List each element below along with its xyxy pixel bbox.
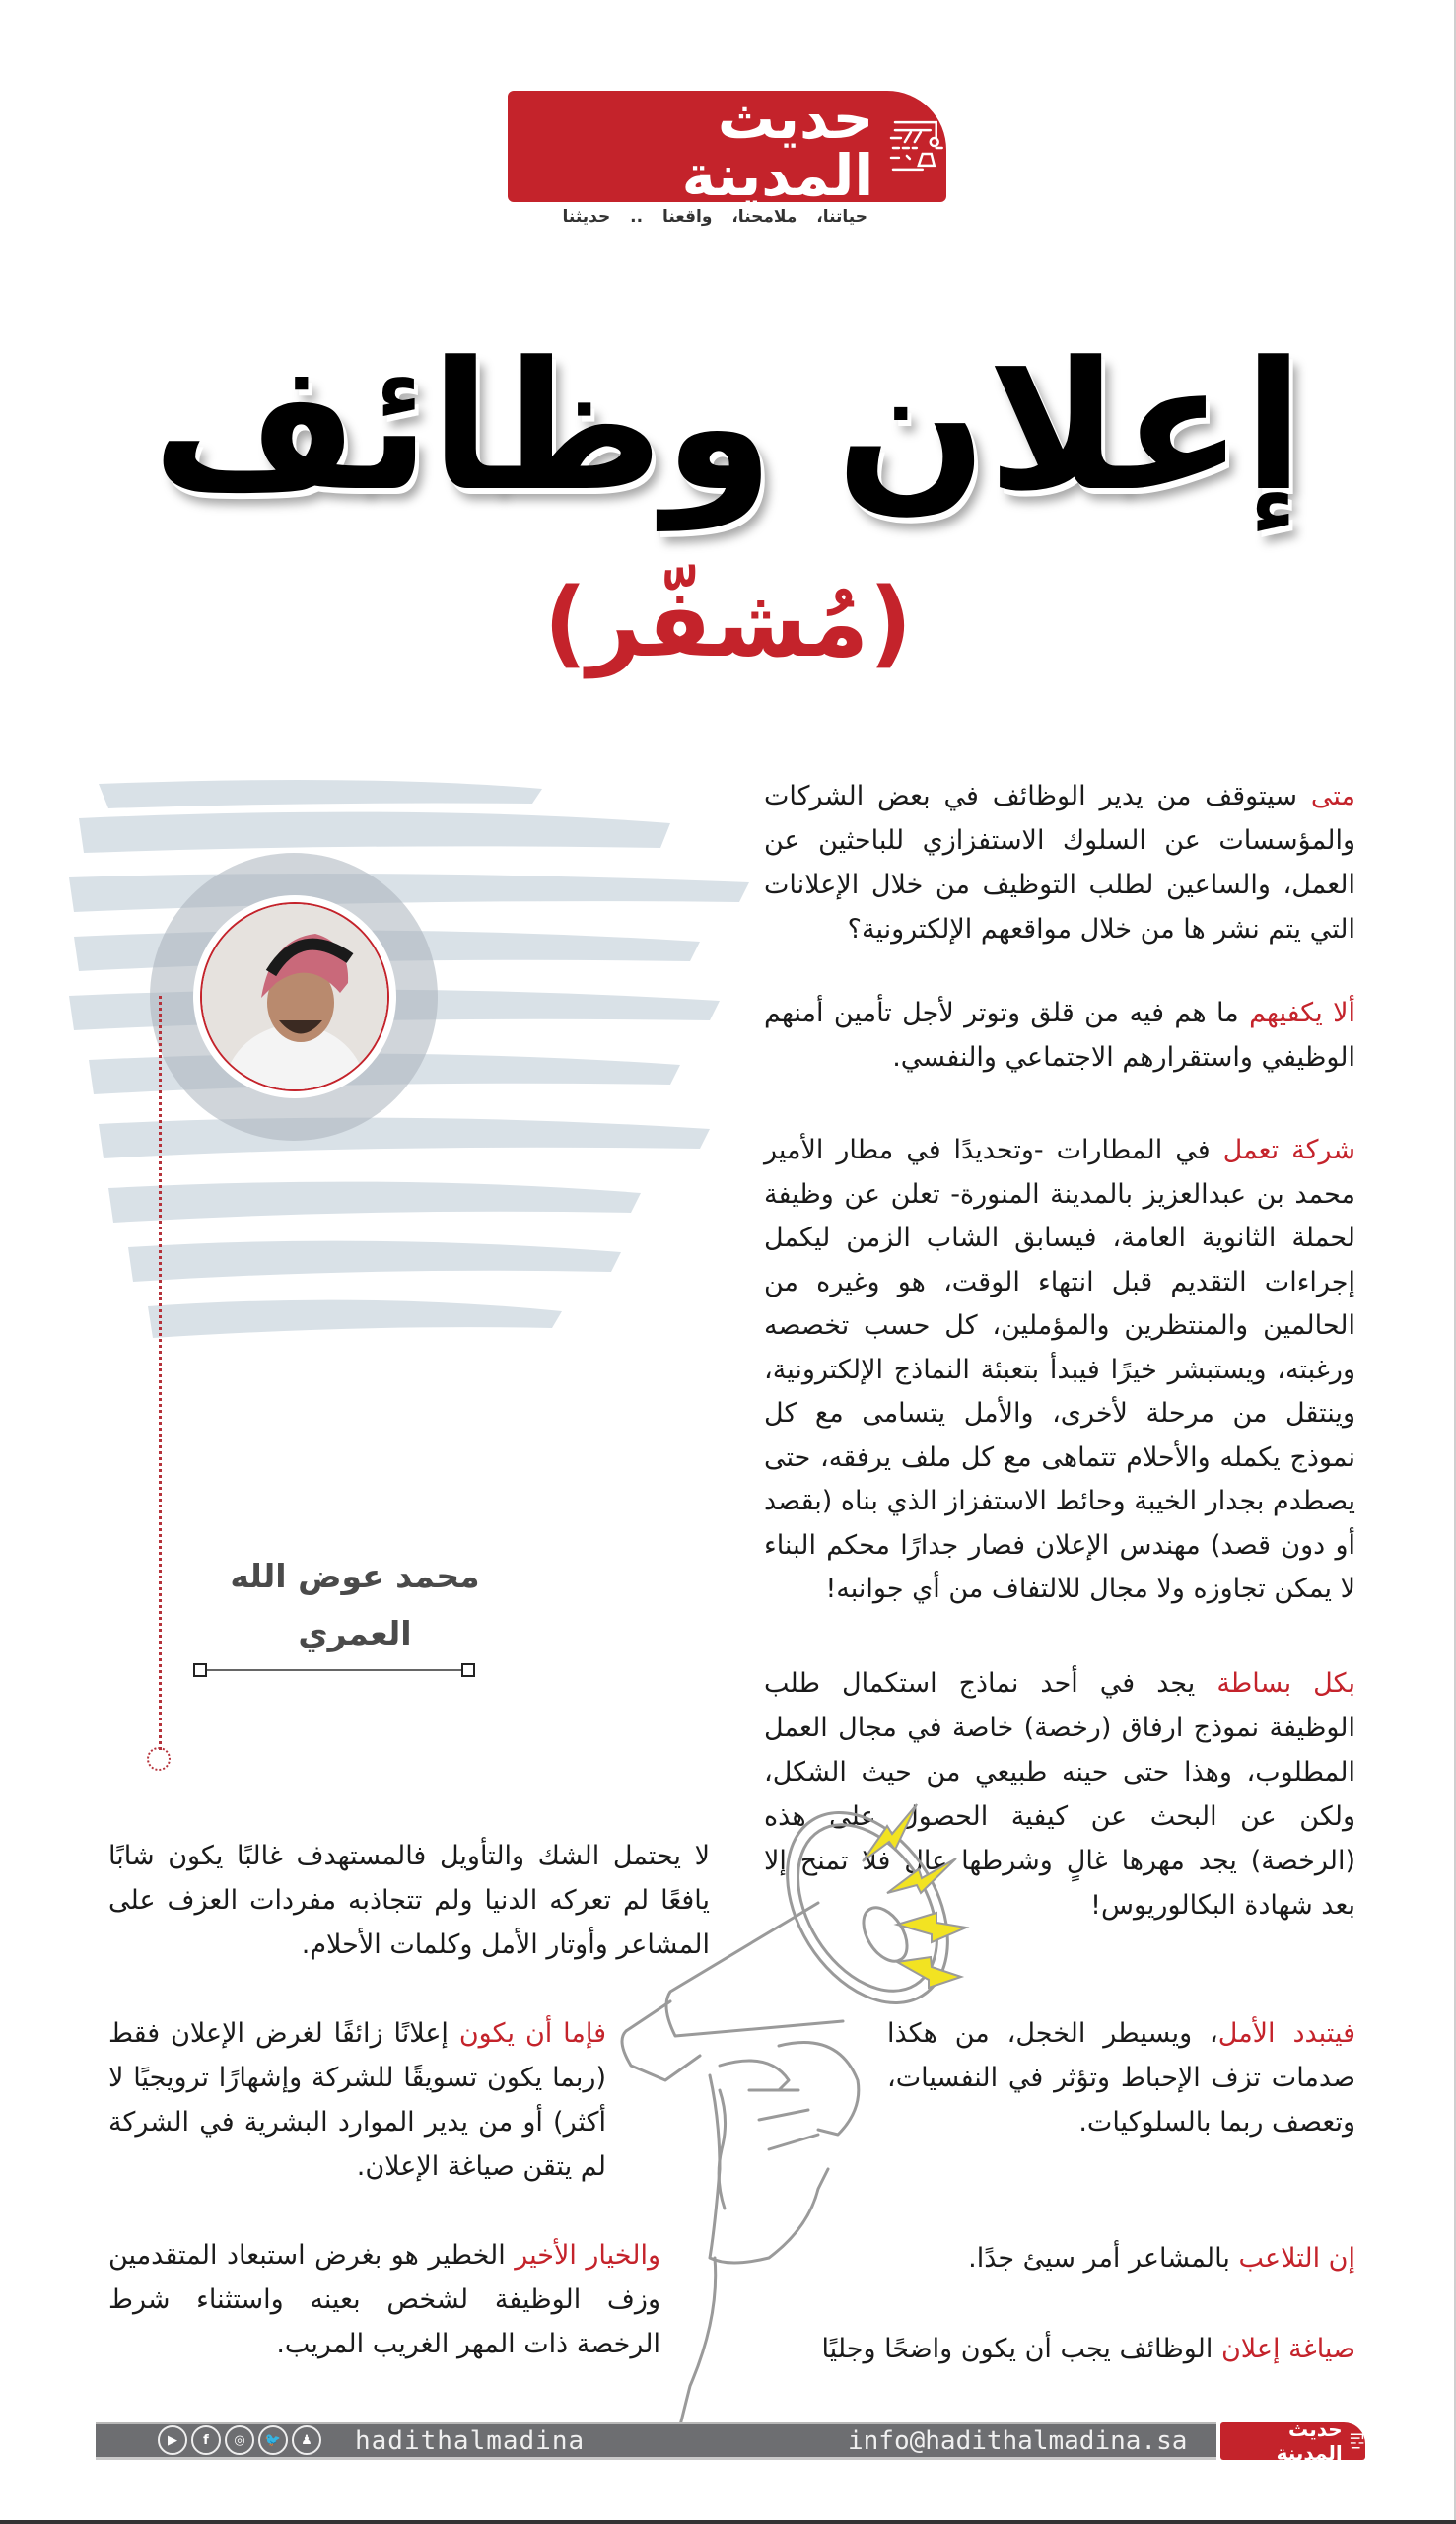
circuit-icon [1349, 2431, 1365, 2451]
paragraph-lead: متى [1310, 781, 1355, 811]
author-separator [197, 1669, 465, 1671]
dotted-connector-line [159, 996, 162, 1750]
paragraph-text: سيتوقف من يدير الوظائف في بعض الشركات والمؤسسات عن السلوك الاستفزازي للباحثين عن العمل، والساعين لطلب التوظيف من خلال الإعلانات التي يتم نشر ها من خلال مواقعهم الإلكترونية؟ [764, 781, 1355, 945]
paragraph-text: الوظائف يجب أن يكون واضحًا وجليًا [821, 2334, 1221, 2364]
footer-logo-text: حديث المدينة [1276, 2418, 1343, 2465]
separator-handle-right [461, 1663, 475, 1677]
snapchat-icon[interactable]: ♟ [292, 2425, 321, 2455]
author-name-line1: محمد عوض الله [230, 1557, 480, 1595]
paragraph-1 [764, 774, 1355, 951]
page-title: إعلان وظائف [152, 324, 1304, 530]
social-links [158, 2425, 321, 2457]
paragraph-text: لا يحتمل الشك والتأويل فالمستهدف غالبًا يكون شابًا يافعًا لم تعركه الدنيا ولم تتجاذبه مفردات العزف على المشاعر وأوتار الأمل وكلمات الأحلام. [108, 1841, 710, 1960]
author-name [177, 1548, 532, 1662]
paragraph-lead: فإما أن يكون [458, 2018, 606, 2049]
footer-logo [1220, 2418, 1365, 2465]
bottom-edge [0, 2520, 1456, 2524]
paragraph-9 [108, 2011, 606, 2189]
paragraph-3 [764, 1129, 1355, 1612]
person-icon [202, 904, 387, 1089]
page-subtitle: (مُشفّر) [543, 568, 913, 678]
twitter-icon[interactable]: 🐦 [258, 2425, 288, 2455]
author-photo [202, 904, 387, 1089]
paragraph-lead: فيتبدد الأمل [1217, 2018, 1356, 2049]
paragraph-text: ، ويسيطر الخجل، من هكذا صدمات تزف الإحباط وتؤثر في النفسيات، وتعصف ربما بالسلوكيات. [887, 2018, 1355, 2138]
separator-handle-left [193, 1663, 207, 1677]
email-link[interactable]: info@hadithalmadina.sa [848, 2426, 1188, 2456]
author-name-line2: العمري [298, 1614, 412, 1652]
paragraph-lead: ألا يكفيهم [1249, 998, 1355, 1028]
paragraph-text: بالمشاعر أمر سيئ جدًا. [968, 2243, 1239, 2274]
circuit-icon [887, 116, 946, 177]
dotted-connector-end [147, 1747, 171, 1771]
paragraph-text: إعلانًا زائفًا لغرض الإعلان فقط (ربما يكون تسويقًا للشركة وإشهارًا ترويجيًا لا أكثر) أو من يدير الموارد البشرية في الشركة لم يتقن صياغة الإعلان. [108, 2018, 606, 2182]
paragraph-text: ما هم فيه من قلق وتوتر لأجل تأمين أمنهم الوظيفي واستقرارهم الاجتماعي والنفسي. [764, 998, 1355, 1073]
tagline: حياتنا، ملامحنا، واقعنا .. حديثنا [562, 207, 867, 227]
paragraph-lead: صياغة إعلان [1220, 2334, 1355, 2364]
logo-text: حديث المدينة [681, 84, 874, 209]
facebook-icon[interactable]: f [191, 2425, 221, 2455]
paragraph-text: في المطارات -وتحديدًا في مطار الأمير محمد بن عبدالعزيز بالمدينة المنورة- تعلن عن وظيفة لحملة الثانوية العامة، فيسابق الشاب الزمن ليكمل إجراءات التقديم قبل انتهاء الوقت، هو وغيره من الحالمين والمنتظرين والمؤملين، كل حسب تخصصه ورغبته، ويستبشر خيرًا فيبدأ بتعبئة النماذج الإلكترونية، وينتقل من مرحلة لأخرى، والأمل يتسامى مع كل نموذج يكمله والأحلام تتماهى مع كل ملف يرفقه، حتى يصطدم بجدار الخيبة وحائط الاستفزاز الذي بناه (بقصد أو دون قصد) مهندس الإعلان فصار جدارًا محكم البناء لا يمكن تجاوزه ولا مجال للالتفاف من أي جوانبه! [764, 1135, 1355, 1604]
paragraph-lead: والخيار الأخير [515, 2240, 661, 2271]
youtube-icon[interactable]: ▶ [158, 2425, 187, 2455]
paragraph-text: يجد في أحد نماذج استكمال طلب الوظيفة نموذج ارفاق (رخصة) خاصة في مجال العمل المطلوب، وهذا حتى حينه طبيعي من حيث الشكل، ولكن عن البحث عن كيفية الحصول على هذه (الرخصة) يجد مهرها غالٍ وشرطها عالٍ فلا تمنح إلا بعد شهادة البكالوريوس! [764, 1668, 1355, 1921]
megaphone-icon [572, 1794, 1025, 2425]
paragraph-lead: شركة تعمل [1222, 1135, 1355, 1165]
paragraph-text: الخطير هو بغرض استبعاد المتقدمين وزف الوظيفة لشخص بعينه واستثناء شرط الرخصة ذات المهر الغريب المريب. [108, 2240, 660, 2359]
social-handle-link[interactable]: hadithalmadina [355, 2426, 586, 2456]
paragraph-2 [764, 991, 1355, 1080]
brand-logo [508, 84, 946, 209]
paragraph-lead: بكل بساطة [1216, 1668, 1356, 1699]
instagram-icon[interactable]: ◎ [225, 2425, 254, 2455]
paragraph-lead: إن التلاعب [1238, 2243, 1355, 2274]
